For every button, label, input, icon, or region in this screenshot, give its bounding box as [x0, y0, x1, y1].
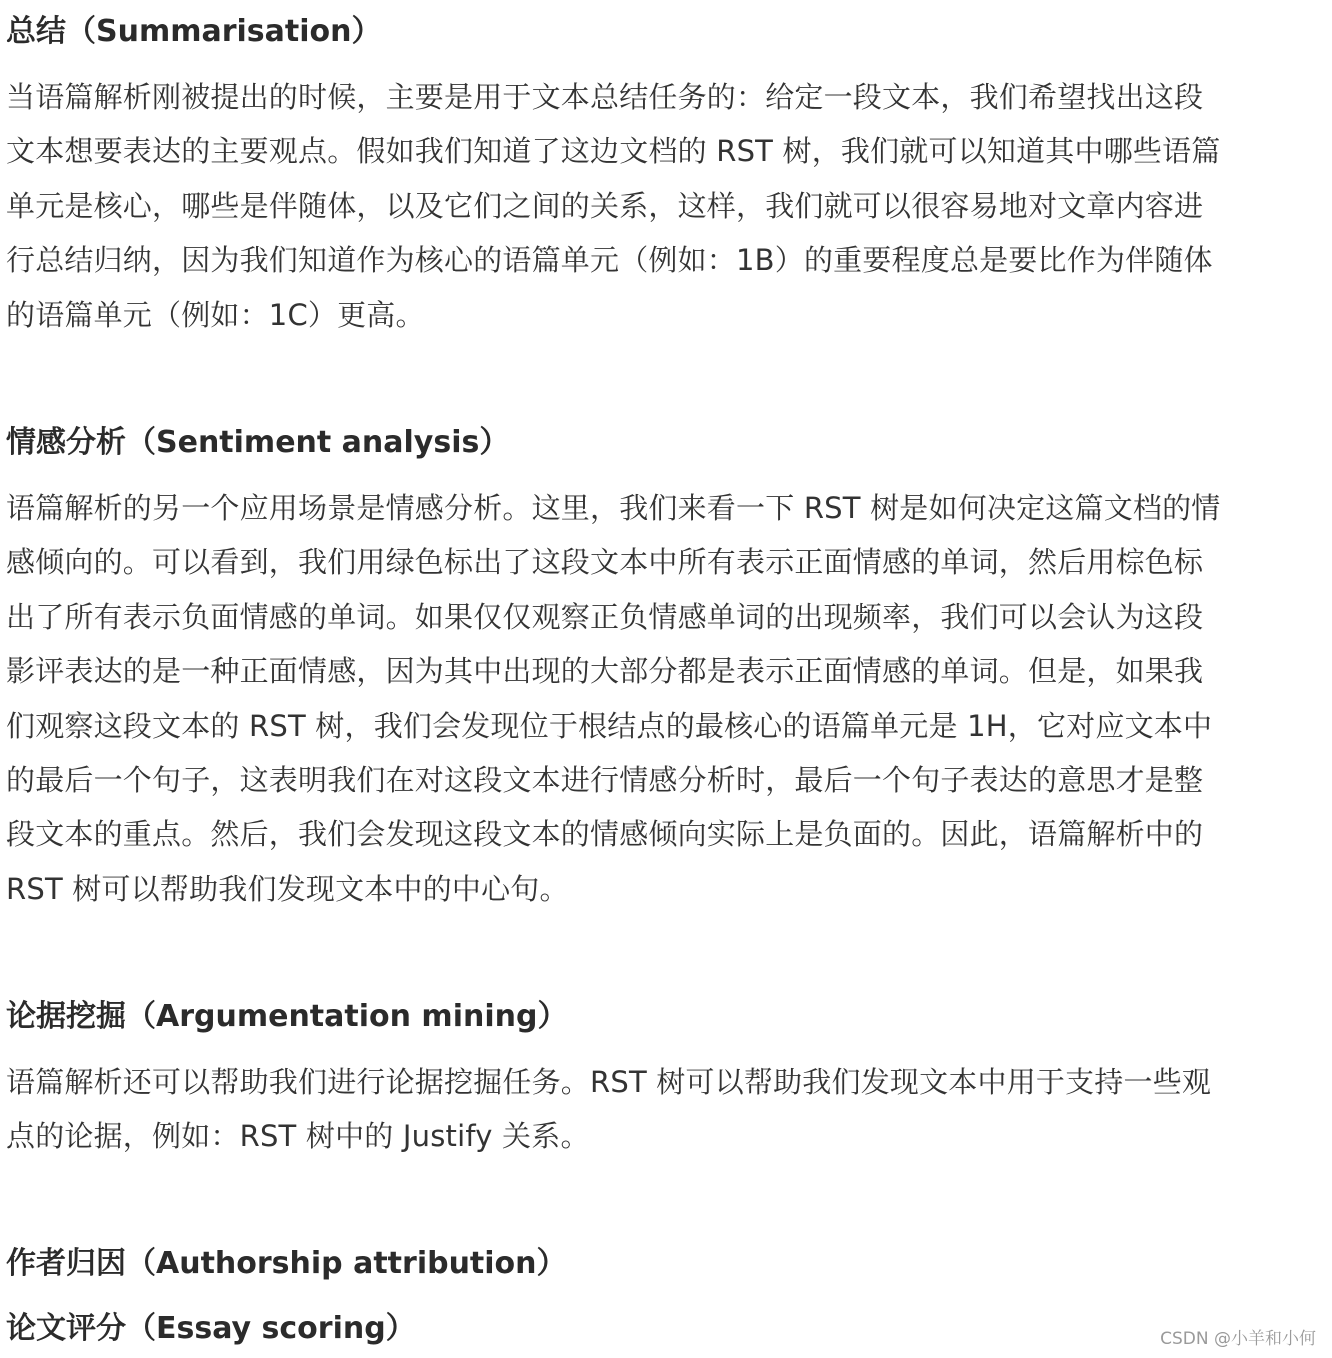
heading-summarisation: 总结（Summarisation）: [6, 14, 382, 49]
paragraph-sentiment-analysis: 语篇解析的另一个应用场景是情感分析。这里，我们来看一下 RST 树是如何决定这篇文档的情 感倾向的。可以看到，我们用绿色标出了这段文本中所有表示正面情感的单词，然后用棕色标 出了所有表示负面情感的单词。如果仅仅观察正负情感单词的出现频率，我们可以会认为这段 影评表达的是一种正面情感，因为其中出现的大部分都是表示正面情感的单词。但是，如果我 们观察这段文本的 RST 树，我们会发现位于根结点的最核心的语篇单元是 1H，它对应文本中 的最后一个句子，这表明我们在对这段文本进行情感分析时，最后一个句子表达的意思才是整 段文本的重点。然后，我们会发现这段文本的情感倾向实际上是负面的。因此，语篇解析中的 RST 树可以帮助我们发现文本中的中心句。: [6, 491, 1221, 906]
csdn-watermark: CSDN @小羊和小何: [1160, 1329, 1316, 1349]
paragraph-argumentation-mining: 语篇解析还可以帮助我们进行论据挖掘任务。RST 树可以帮助我们发现文本中用于支持一些观 点的论据，例如：RST 树中的 Justify 关系。: [6, 1065, 1212, 1154]
paragraph-summarisation: 当语篇解析刚被提出的时候，主要是用于文本总结任务的：给定一段文本，我们希望找出这段 文本想要表达的主要观点。假如我们知道了这边文档的 RST 树，我们就可以知道其中哪些语篇 单元是核心，哪些是伴随体，以及它们之间的关系，这样，我们就可以很容易地对文章内容进 行总结归纳，因为我们知道作为核心的语篇单元（例如：1B）的重要程度总是要比作为伴随体 的语篇单元（例如：1C）更高。: [6, 80, 1221, 332]
heading-authorship-attribution: 作者归因（Authorship attribution）: [6, 1246, 567, 1281]
heading-argumentation-mining: 论据挖掘（Argumentation mining）: [6, 999, 568, 1034]
heading-essay-scoring: 论文评分（Essay scoring）: [6, 1311, 416, 1346]
heading-sentiment-analysis: 情感分析（Sentiment analysis）: [6, 425, 510, 460]
